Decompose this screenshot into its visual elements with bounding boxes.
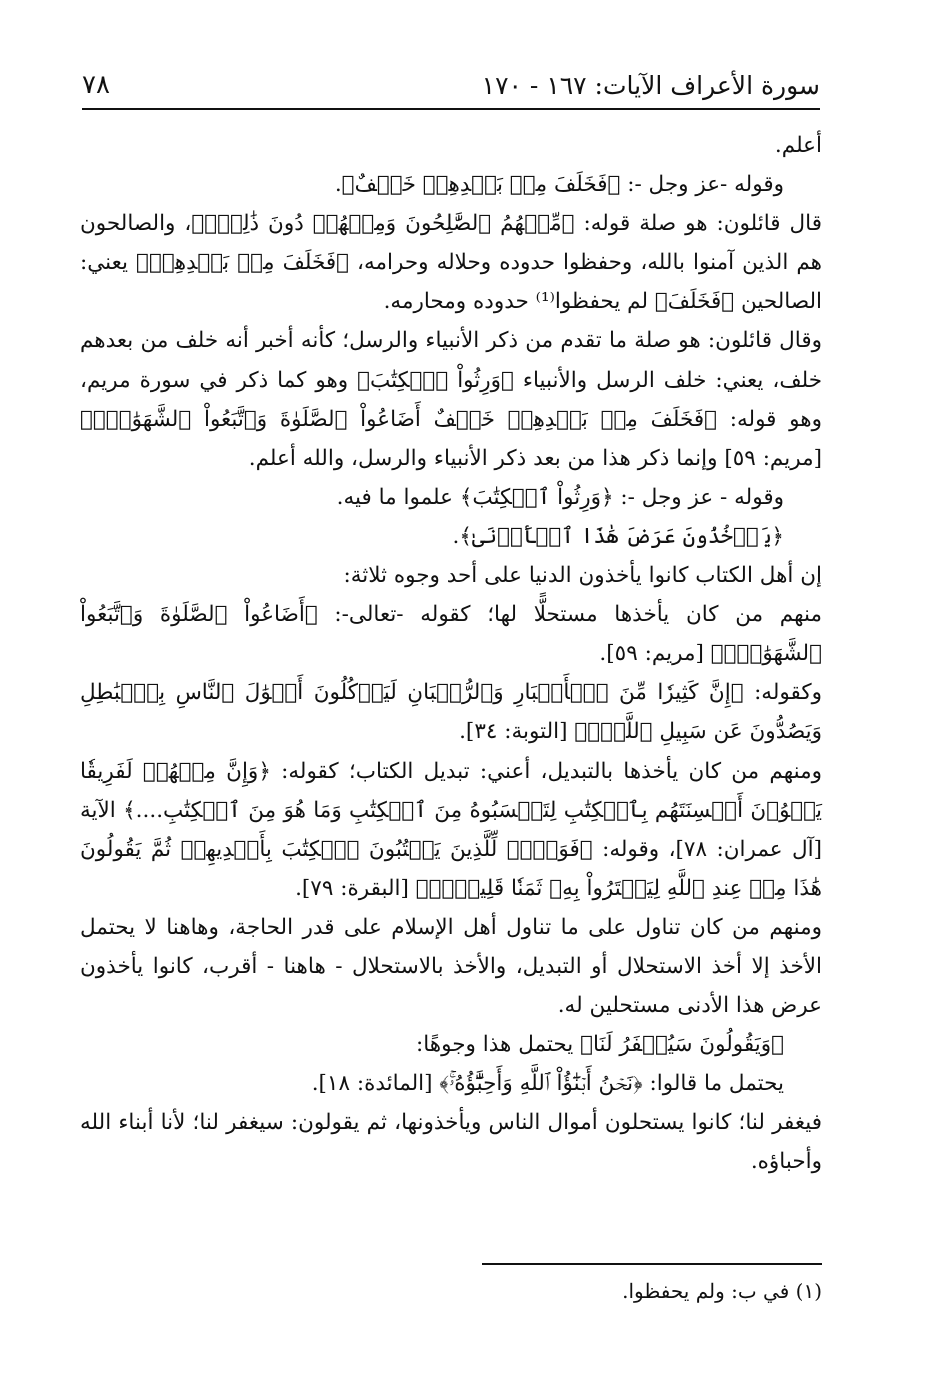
paragraph: ومنهم من كان تناول على ما تناول أهل الإسلام على قدر الحاجة، وهاهنا لا يحتمل الأخذ إلا أخذ الاستحلال أو التبديل، والأخذ بالاستحلال - هاهنا - أقرب، كانوا يأخذون عرض هذا الأدنى مستحلين له. [80, 914, 822, 1019]
surah-title: سورة الأعراف الآيات: ١٦٧ - ١٧٠ [481, 70, 820, 100]
page-number: ٧٨ [82, 70, 110, 100]
footnote-divider [482, 1263, 822, 1265]
paragraph: قال قائلون: هو صلة قوله: ﴿مِّنۡهُمُ ٱلصَّٰلِحُونَ وَمِنۡهُمۡ دُونَ ذَٰلِكَۖ﴾، والصالحون هم الذين آمنوا بالله، وحفظوا حدوده وحلاله وحرامه، ﴿فَخَلَفَ مِنۢ بَعۡدِهِمۡ﴾ يعني: الصالحين ﴿فَخَلَفَ﴾ لم يحفظوا⁽¹⁾ حدوده ومحارمه. [80, 211, 822, 315]
paragraph: وقوله -عز وجل -: ﴿فَخَلَفَ مِنۢ بَعۡدِهِمۡ خَلۡفٌ﴾. [334, 172, 784, 198]
paragraph: وقال قائلون: هو صلة ما تقدم من ذكر الأنبياء والرسل؛ كأنه أخبر أنه خلف من بعدهم خلف، يعني: خلف الرسل والأنبياء ﴿وَرِثُواْ ٱلۡكِتَٰبَ﴾ وهو كما ذكر في سورة مريم، وهو قوله: ﴿فَخَلَفَ مِنۢ بَعۡدِهِمۡ خَلۡفٌ أَضَاعُواْ ٱلصَّلَوٰةَ وَٱتَّبَعُواْ ٱلشَّهَوَٰتِۖ﴾ [مريم: ٥٩] وإنما ذكر هذا من بعد ذكر الأنبياء والرسل، والله أعلم. [80, 328, 822, 471]
paragraph: ﴿وَيَقُولُونَ سَيُغۡفَرُ لَنَا﴾ يحتمل هذا وجوهًا: [416, 1032, 784, 1058]
page-body [80, 126, 822, 1182]
paragraph: ومنهم من كان يأخذها بالتبديل، أعني: تبديل الكتاب؛ كقوله: ﴿وَإِنَّ مِنۡهُمۡ لَفَرِيقٗا يَلۡوُۥنَ أَلۡسِنَتَهُم بِٱلۡكِتَٰبِ لِتَحۡسَبُوهُ مِنَ ٱلۡكِتَٰبِ وَمَا هُوَ مِنَ ٱلۡكِتَٰبِ....﴾ الآية [آل عمران: ٧٨]، وقوله: ﴿فَوَيۡلٞ لِّلَّذِينَ يَكۡتُبُونَ ٱلۡكِتَٰبَ بِأَيۡدِيهِمۡ ثُمَّ يَقُولُونَ هَٰذَا مِنۡ عِندِ ٱللَّهِ لِيَشۡتَرُواْ بِهِۦ ثَمَنٗا قَلِيلٗاۖ﴾ [البقرة: ٧٩]. [80, 758, 822, 901]
page-header [82, 62, 820, 110]
footnote: (١) في ب: ولم يحفظوا. [622, 1279, 822, 1303]
paragraph: أعلم. [774, 133, 822, 158]
paragraph: ﴿يَأۡخُذُونَ عَرَضَ هَٰذَا ٱلۡأَدۡنَىٰ﴾. [452, 523, 784, 549]
paragraph: منهم من كان يأخذها مستحلًّا لها؛ كقوله -تعالى-: ﴿أَضَاعُواْ ٱلصَّلَوٰةَ وَٱتَّبَعُواْ ٱلشَّهَوَٰتِۖ﴾ [مريم: ٥٩]. [80, 602, 822, 667]
paragraph: فيغفر لنا؛ كانوا يستحلون أموال الناس ويأخذونها، ثم يقولون: سيغفر لنا؛ لأنا أبناء الله وأحباؤه. [80, 1110, 822, 1175]
paragraph: يحتمل ما قالوا: ﴿نَحۡنُ أَبۡنَٰٓؤُاْ ٱللَّهِ وَأَحِبَّٰٓؤُهُۥۚ﴾ [المائدة: ١٨]. [311, 1071, 784, 1097]
paragraph: وقوله - عز وجل -: ﴿وَرِثُواْ ٱلۡكِتَٰبَ﴾ علموا ما فيه. [336, 484, 784, 510]
paragraph: وكقوله: ﴿إِنَّ كَثِيرٗا مِّنَ ٱلۡأَحۡبَارِ وَٱلرُّهۡبَانِ لَيَأۡكُلُونَ أَمۡوَٰلَ ٱلنَّاسِ بِٱلۡبَٰطِلِ وَيَصُدُّونَ عَن سَبِيلِ ٱللَّهِۗ﴾ [التوبة: ٣٤]. [80, 680, 822, 745]
paragraph: إن أهل الكتاب كانوا يأخذون الدنيا على أحد وجوه ثلاثة: [343, 563, 822, 589]
